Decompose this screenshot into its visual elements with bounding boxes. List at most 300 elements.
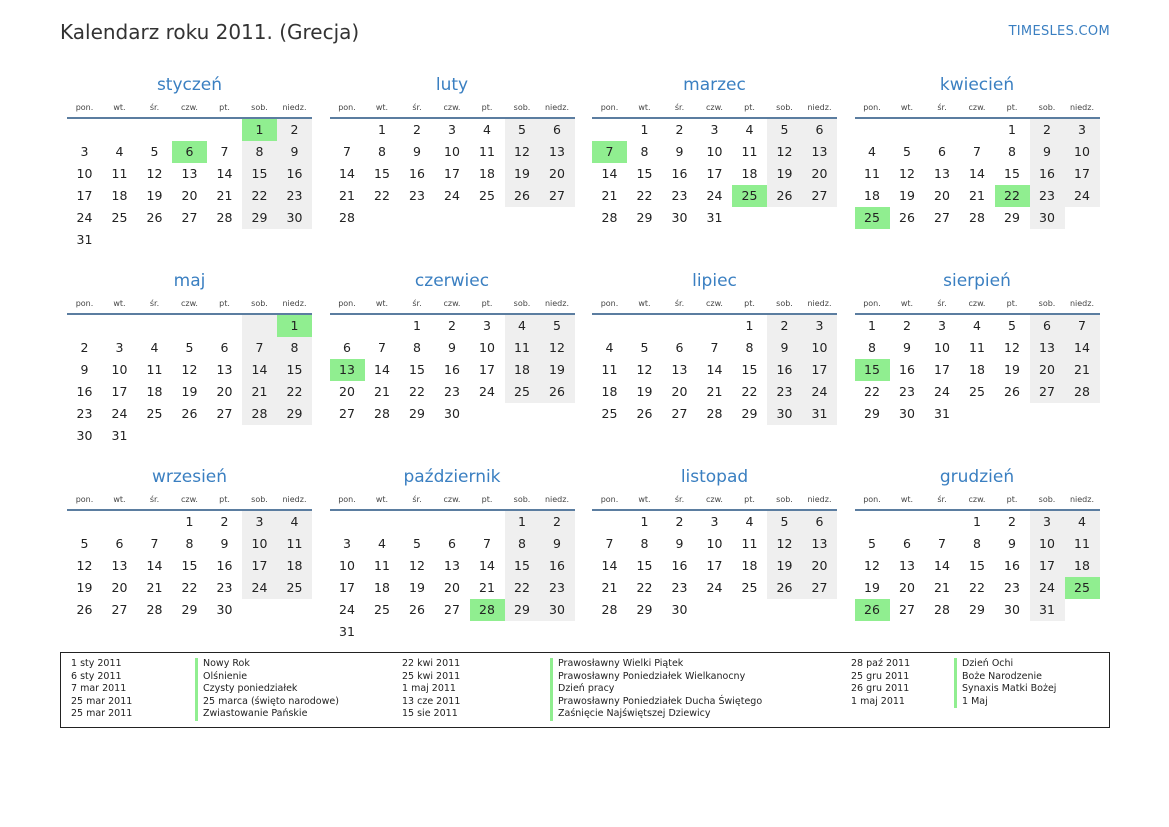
day-cell[interactable]: 5 bbox=[505, 119, 540, 141]
day-cell[interactable]: 4 bbox=[868, 144, 876, 159]
day-cell[interactable]: 18 bbox=[479, 166, 495, 181]
day-cell[interactable]: 12 bbox=[146, 166, 163, 181]
day-cell[interactable]: 16 bbox=[671, 558, 688, 573]
day-cell[interactable]: 30 bbox=[899, 406, 915, 421]
day-cell[interactable]: 4 bbox=[605, 340, 614, 355]
site-link[interactable]: TIMESLES.COM bbox=[1008, 24, 1110, 39]
day-cell[interactable]: 24 bbox=[444, 188, 460, 203]
day-cell[interactable]: 5 bbox=[903, 144, 911, 159]
day-cell[interactable]: 20 bbox=[540, 163, 575, 185]
day-cell[interactable]: 27 bbox=[1030, 381, 1065, 403]
day-cell[interactable]: 24 bbox=[1030, 577, 1065, 599]
day-cell[interactable]: 25 bbox=[479, 188, 495, 203]
day-cell[interactable]: 29 bbox=[864, 406, 880, 421]
day-cell[interactable]: 3 bbox=[710, 514, 719, 529]
day-cell[interactable]: 3 bbox=[802, 315, 837, 337]
day-cell[interactable]: 20 bbox=[671, 384, 688, 399]
day-cell[interactable]: 1 bbox=[378, 122, 386, 137]
day-cell[interactable]: 3 bbox=[80, 144, 89, 159]
day-cell[interactable]: 8 bbox=[1008, 144, 1016, 159]
day-cell[interactable]: 27 bbox=[339, 406, 355, 421]
day-cell[interactable]: 29 bbox=[505, 599, 540, 621]
day-cell[interactable]: 30 bbox=[76, 428, 93, 443]
day-cell[interactable]: 7 bbox=[710, 340, 719, 355]
day-cell[interactable]: 23 bbox=[76, 406, 93, 421]
day-cell[interactable]: 1 bbox=[640, 122, 649, 137]
day-cell[interactable]: 21 bbox=[146, 580, 163, 595]
day-cell[interactable]: 15 bbox=[409, 362, 425, 377]
day-cell[interactable]: 14 bbox=[374, 362, 390, 377]
day-cell[interactable]: 4 bbox=[745, 122, 754, 137]
day-cell[interactable]: 25 bbox=[277, 577, 312, 599]
day-cell[interactable]: 7 bbox=[150, 536, 159, 551]
day-cell[interactable]: 10 bbox=[706, 536, 723, 551]
day-cell[interactable]: 30 bbox=[671, 602, 688, 617]
day-cell[interactable]: 14 bbox=[601, 558, 618, 573]
day-cell[interactable]: 26 bbox=[767, 185, 802, 207]
day-cell[interactable]: 20 bbox=[339, 384, 355, 399]
day-cell[interactable]: 1 bbox=[505, 511, 540, 533]
day-cell[interactable]: 29 bbox=[242, 207, 277, 229]
day-cell[interactable]: 8 bbox=[413, 340, 421, 355]
holiday-day-cell[interactable]: 22 bbox=[995, 185, 1030, 207]
day-cell[interactable]: 11 bbox=[111, 166, 128, 181]
day-cell[interactable]: 9 bbox=[1008, 536, 1016, 551]
day-cell[interactable]: 7 bbox=[483, 536, 491, 551]
day-cell[interactable]: 25 bbox=[505, 381, 540, 403]
day-cell[interactable]: 6 bbox=[220, 340, 229, 355]
day-cell[interactable]: 18 bbox=[601, 384, 618, 399]
day-cell[interactable]: 7 bbox=[220, 144, 229, 159]
day-cell[interactable]: 26 bbox=[636, 406, 653, 421]
day-cell[interactable]: 4 bbox=[973, 318, 981, 333]
day-cell[interactable]: 15 bbox=[969, 558, 985, 573]
day-cell[interactable]: 22 bbox=[636, 580, 653, 595]
day-cell[interactable]: 11 bbox=[601, 362, 618, 377]
day-cell[interactable]: 7 bbox=[378, 340, 386, 355]
day-cell[interactable]: 1 bbox=[868, 318, 876, 333]
day-cell[interactable]: 8 bbox=[745, 340, 754, 355]
day-cell[interactable]: 18 bbox=[741, 166, 758, 181]
holiday-day-cell[interactable]: 25 bbox=[1065, 577, 1100, 599]
day-cell[interactable]: 7 bbox=[938, 536, 946, 551]
day-cell[interactable]: 16 bbox=[767, 359, 802, 381]
day-cell[interactable]: 13 bbox=[444, 558, 460, 573]
day-cell[interactable]: 24 bbox=[339, 602, 355, 617]
day-cell[interactable]: 12 bbox=[409, 558, 425, 573]
day-cell[interactable]: 14 bbox=[479, 558, 495, 573]
day-cell[interactable]: 17 bbox=[1065, 163, 1100, 185]
day-cell[interactable]: 1 bbox=[973, 514, 981, 529]
day-cell[interactable]: 21 bbox=[374, 384, 390, 399]
holiday-day-cell[interactable]: 1 bbox=[277, 315, 312, 337]
day-cell[interactable]: 4 bbox=[505, 315, 540, 337]
day-cell[interactable]: 7 bbox=[973, 144, 981, 159]
day-cell[interactable]: 28 bbox=[601, 210, 618, 225]
day-cell[interactable]: 11 bbox=[374, 558, 390, 573]
day-cell[interactable]: 14 bbox=[216, 166, 233, 181]
day-cell[interactable]: 10 bbox=[706, 144, 723, 159]
day-cell[interactable]: 23 bbox=[444, 384, 460, 399]
day-cell[interactable]: 25 bbox=[111, 210, 128, 225]
day-cell[interactable]: 21 bbox=[479, 580, 495, 595]
day-cell[interactable]: 31 bbox=[76, 232, 93, 247]
day-cell[interactable]: 22 bbox=[864, 384, 880, 399]
day-cell[interactable]: 2 bbox=[1030, 119, 1065, 141]
day-cell[interactable]: 20 bbox=[444, 580, 460, 595]
day-cell[interactable]: 16 bbox=[216, 558, 233, 573]
day-cell[interactable]: 12 bbox=[181, 362, 198, 377]
day-cell[interactable]: 21 bbox=[1065, 359, 1100, 381]
day-cell[interactable]: 27 bbox=[802, 185, 837, 207]
day-cell[interactable]: 11 bbox=[1065, 533, 1100, 555]
day-cell[interactable]: 6 bbox=[1030, 315, 1065, 337]
day-cell[interactable]: 25 bbox=[374, 602, 390, 617]
day-cell[interactable]: 27 bbox=[181, 210, 198, 225]
day-cell[interactable]: 18 bbox=[505, 359, 540, 381]
day-cell[interactable]: 13 bbox=[802, 533, 837, 555]
day-cell[interactable]: 9 bbox=[903, 340, 911, 355]
day-cell[interactable]: 12 bbox=[767, 141, 802, 163]
day-cell[interactable]: 17 bbox=[802, 359, 837, 381]
day-cell[interactable]: 27 bbox=[934, 210, 950, 225]
day-cell[interactable]: 6 bbox=[903, 536, 911, 551]
day-cell[interactable]: 8 bbox=[185, 536, 194, 551]
day-cell[interactable]: 16 bbox=[540, 555, 575, 577]
day-cell[interactable]: 13 bbox=[899, 558, 915, 573]
day-cell[interactable]: 26 bbox=[899, 210, 915, 225]
day-cell[interactable]: 4 bbox=[745, 514, 754, 529]
day-cell[interactable]: 16 bbox=[409, 166, 425, 181]
day-cell[interactable]: 8 bbox=[973, 536, 981, 551]
day-cell[interactable]: 13 bbox=[111, 558, 128, 573]
day-cell[interactable]: 17 bbox=[706, 558, 723, 573]
day-cell[interactable]: 6 bbox=[802, 119, 837, 141]
holiday-day-cell[interactable]: 13 bbox=[330, 359, 365, 381]
day-cell[interactable]: 23 bbox=[277, 185, 312, 207]
day-cell[interactable]: 16 bbox=[1004, 558, 1020, 573]
day-cell[interactable]: 5 bbox=[80, 536, 89, 551]
day-cell[interactable]: 12 bbox=[540, 337, 575, 359]
day-cell[interactable]: 2 bbox=[277, 119, 312, 141]
day-cell[interactable]: 9 bbox=[413, 144, 421, 159]
day-cell[interactable]: 18 bbox=[1065, 555, 1100, 577]
day-cell[interactable]: 22 bbox=[505, 577, 540, 599]
day-cell[interactable]: 22 bbox=[242, 185, 277, 207]
day-cell[interactable]: 2 bbox=[220, 514, 229, 529]
day-cell[interactable]: 3 bbox=[448, 122, 456, 137]
day-cell[interactable]: 2 bbox=[413, 122, 421, 137]
day-cell[interactable]: 31 bbox=[111, 428, 128, 443]
day-cell[interactable]: 28 bbox=[339, 210, 355, 225]
day-cell[interactable]: 31 bbox=[1030, 599, 1065, 621]
day-cell[interactable]: 17 bbox=[242, 555, 277, 577]
day-cell[interactable]: 14 bbox=[969, 166, 985, 181]
day-cell[interactable]: 4 bbox=[483, 122, 491, 137]
day-cell[interactable]: 9 bbox=[1030, 141, 1065, 163]
day-cell[interactable]: 24 bbox=[934, 384, 950, 399]
day-cell[interactable]: 5 bbox=[413, 536, 421, 551]
day-cell[interactable]: 4 bbox=[378, 536, 386, 551]
day-cell[interactable]: 4 bbox=[115, 144, 124, 159]
day-cell[interactable]: 15 bbox=[505, 555, 540, 577]
day-cell[interactable]: 28 bbox=[242, 403, 277, 425]
day-cell[interactable]: 1 bbox=[745, 318, 754, 333]
day-cell[interactable]: 10 bbox=[1030, 533, 1065, 555]
day-cell[interactable]: 2 bbox=[903, 318, 911, 333]
holiday-day-cell[interactable]: 25 bbox=[732, 185, 767, 207]
day-cell[interactable]: 29 bbox=[741, 406, 758, 421]
day-cell[interactable]: 10 bbox=[479, 340, 495, 355]
day-cell[interactable]: 23 bbox=[409, 188, 425, 203]
day-cell[interactable]: 19 bbox=[76, 580, 93, 595]
day-cell[interactable]: 20 bbox=[802, 163, 837, 185]
day-cell[interactable]: 29 bbox=[636, 210, 653, 225]
day-cell[interactable]: 16 bbox=[277, 163, 312, 185]
day-cell[interactable]: 24 bbox=[802, 381, 837, 403]
day-cell[interactable]: 6 bbox=[675, 340, 684, 355]
day-cell[interactable]: 3 bbox=[1065, 119, 1100, 141]
day-cell[interactable]: 10 bbox=[339, 558, 355, 573]
day-cell[interactable]: 10 bbox=[802, 337, 837, 359]
day-cell[interactable]: 6 bbox=[115, 536, 124, 551]
day-cell[interactable]: 15 bbox=[181, 558, 198, 573]
day-cell[interactable]: 2 bbox=[1008, 514, 1016, 529]
day-cell[interactable]: 5 bbox=[185, 340, 194, 355]
day-cell[interactable]: 6 bbox=[802, 511, 837, 533]
day-cell[interactable]: 24 bbox=[706, 188, 723, 203]
day-cell[interactable]: 15 bbox=[636, 166, 653, 181]
day-cell[interactable]: 4 bbox=[277, 511, 312, 533]
day-cell[interactable]: 20 bbox=[899, 580, 915, 595]
day-cell[interactable]: 4 bbox=[150, 340, 159, 355]
day-cell[interactable]: 22 bbox=[181, 580, 198, 595]
day-cell[interactable]: 7 bbox=[343, 144, 351, 159]
day-cell[interactable]: 18 bbox=[374, 580, 390, 595]
day-cell[interactable]: 6 bbox=[343, 340, 351, 355]
day-cell[interactable]: 27 bbox=[540, 185, 575, 207]
day-cell[interactable]: 2 bbox=[767, 315, 802, 337]
day-cell[interactable]: 23 bbox=[671, 580, 688, 595]
day-cell[interactable]: 10 bbox=[934, 340, 950, 355]
day-cell[interactable]: 20 bbox=[181, 188, 198, 203]
day-cell[interactable]: 16 bbox=[444, 362, 460, 377]
day-cell[interactable]: 21 bbox=[601, 188, 618, 203]
day-cell[interactable]: 10 bbox=[1065, 141, 1100, 163]
day-cell[interactable]: 19 bbox=[1004, 362, 1020, 377]
day-cell[interactable]: 10 bbox=[444, 144, 460, 159]
day-cell[interactable]: 9 bbox=[277, 141, 312, 163]
holiday-day-cell[interactable]: 25 bbox=[855, 207, 890, 229]
day-cell[interactable]: 15 bbox=[242, 163, 277, 185]
day-cell[interactable]: 13 bbox=[802, 141, 837, 163]
day-cell[interactable]: 27 bbox=[899, 602, 915, 617]
day-cell[interactable]: 12 bbox=[767, 533, 802, 555]
day-cell[interactable]: 14 bbox=[601, 166, 618, 181]
day-cell[interactable]: 28 bbox=[934, 602, 950, 617]
day-cell[interactable]: 28 bbox=[601, 602, 618, 617]
day-cell[interactable]: 15 bbox=[277, 359, 312, 381]
day-cell[interactable]: 23 bbox=[1030, 185, 1065, 207]
day-cell[interactable]: 16 bbox=[671, 166, 688, 181]
day-cell[interactable]: 18 bbox=[969, 362, 985, 377]
day-cell[interactable]: 17 bbox=[1030, 555, 1065, 577]
day-cell[interactable]: 22 bbox=[277, 381, 312, 403]
day-cell[interactable]: 22 bbox=[636, 188, 653, 203]
day-cell[interactable]: 15 bbox=[636, 558, 653, 573]
day-cell[interactable]: 3 bbox=[343, 536, 351, 551]
day-cell[interactable]: 29 bbox=[1004, 210, 1020, 225]
day-cell[interactable]: 27 bbox=[671, 406, 688, 421]
day-cell[interactable]: 1 bbox=[640, 514, 649, 529]
holiday-day-cell[interactable]: 15 bbox=[855, 359, 890, 381]
day-cell[interactable]: 3 bbox=[710, 122, 719, 137]
day-cell[interactable]: 5 bbox=[767, 119, 802, 141]
day-cell[interactable]: 8 bbox=[505, 533, 540, 555]
day-cell[interactable]: 24 bbox=[76, 210, 93, 225]
day-cell[interactable]: 30 bbox=[1004, 602, 1020, 617]
day-cell[interactable]: 30 bbox=[767, 403, 802, 425]
day-cell[interactable]: 4 bbox=[1065, 511, 1100, 533]
day-cell[interactable]: 29 bbox=[969, 602, 985, 617]
day-cell[interactable]: 31 bbox=[339, 624, 355, 639]
day-cell[interactable]: 17 bbox=[444, 166, 460, 181]
day-cell[interactable]: 6 bbox=[540, 119, 575, 141]
holiday-day-cell[interactable]: 26 bbox=[855, 599, 890, 621]
holiday-day-cell[interactable]: 1 bbox=[242, 119, 277, 141]
day-cell[interactable]: 9 bbox=[540, 533, 575, 555]
day-cell[interactable]: 9 bbox=[767, 337, 802, 359]
day-cell[interactable]: 29 bbox=[409, 406, 425, 421]
day-cell[interactable]: 21 bbox=[216, 188, 233, 203]
day-cell[interactable]: 5 bbox=[868, 536, 876, 551]
day-cell[interactable]: 28 bbox=[969, 210, 985, 225]
day-cell[interactable]: 23 bbox=[899, 384, 915, 399]
day-cell[interactable]: 15 bbox=[374, 166, 390, 181]
day-cell[interactable]: 22 bbox=[741, 384, 758, 399]
day-cell[interactable]: 9 bbox=[80, 362, 89, 377]
day-cell[interactable]: 19 bbox=[864, 580, 880, 595]
day-cell[interactable]: 28 bbox=[146, 602, 163, 617]
day-cell[interactable]: 11 bbox=[505, 337, 540, 359]
day-cell[interactable]: 17 bbox=[934, 362, 950, 377]
day-cell[interactable]: 26 bbox=[540, 381, 575, 403]
day-cell[interactable]: 30 bbox=[216, 602, 233, 617]
day-cell[interactable]: 18 bbox=[277, 555, 312, 577]
day-cell[interactable]: 5 bbox=[1008, 318, 1016, 333]
day-cell[interactable]: 5 bbox=[150, 144, 159, 159]
day-cell[interactable]: 7 bbox=[1065, 315, 1100, 337]
day-cell[interactable]: 31 bbox=[802, 403, 837, 425]
day-cell[interactable]: 12 bbox=[1004, 340, 1020, 355]
day-cell[interactable]: 26 bbox=[409, 602, 425, 617]
day-cell[interactable]: 13 bbox=[540, 141, 575, 163]
day-cell[interactable]: 21 bbox=[242, 381, 277, 403]
day-cell[interactable]: 8 bbox=[640, 536, 649, 551]
day-cell[interactable]: 24 bbox=[111, 406, 128, 421]
day-cell[interactable]: 22 bbox=[969, 580, 985, 595]
day-cell[interactable]: 1 bbox=[1008, 122, 1016, 137]
day-cell[interactable]: 15 bbox=[1004, 166, 1020, 181]
day-cell[interactable]: 24 bbox=[479, 384, 495, 399]
day-cell[interactable]: 20 bbox=[216, 384, 233, 399]
day-cell[interactable]: 23 bbox=[767, 381, 802, 403]
day-cell[interactable]: 20 bbox=[111, 580, 128, 595]
day-cell[interactable]: 10 bbox=[242, 533, 277, 555]
day-cell[interactable]: 11 bbox=[741, 144, 758, 159]
day-cell[interactable]: 2 bbox=[448, 318, 456, 333]
day-cell[interactable]: 23 bbox=[671, 188, 688, 203]
day-cell[interactable]: 3 bbox=[938, 318, 946, 333]
day-cell[interactable]: 12 bbox=[864, 558, 880, 573]
day-cell[interactable]: 3 bbox=[115, 340, 124, 355]
day-cell[interactable]: 1 bbox=[413, 318, 421, 333]
day-cell[interactable]: 14 bbox=[934, 558, 950, 573]
day-cell[interactable]: 1 bbox=[185, 514, 194, 529]
day-cell[interactable]: 19 bbox=[181, 384, 198, 399]
day-cell[interactable]: 14 bbox=[339, 166, 355, 181]
day-cell[interactable]: 16 bbox=[1030, 163, 1065, 185]
day-cell[interactable]: 14 bbox=[146, 558, 163, 573]
day-cell[interactable]: 26 bbox=[1004, 384, 1020, 399]
day-cell[interactable]: 13 bbox=[1030, 337, 1065, 359]
day-cell[interactable]: 21 bbox=[969, 188, 985, 203]
day-cell[interactable]: 21 bbox=[706, 384, 723, 399]
day-cell[interactable]: 31 bbox=[706, 210, 723, 225]
day-cell[interactable]: 9 bbox=[220, 536, 229, 551]
day-cell[interactable]: 2 bbox=[80, 340, 89, 355]
day-cell[interactable]: 24 bbox=[1065, 185, 1100, 207]
day-cell[interactable]: 12 bbox=[76, 558, 93, 573]
day-cell[interactable]: 19 bbox=[767, 163, 802, 185]
day-cell[interactable]: 5 bbox=[640, 340, 649, 355]
day-cell[interactable]: 9 bbox=[448, 340, 456, 355]
day-cell[interactable]: 17 bbox=[706, 166, 723, 181]
day-cell[interactable]: 21 bbox=[934, 580, 950, 595]
day-cell[interactable]: 30 bbox=[444, 406, 460, 421]
day-cell[interactable]: 12 bbox=[505, 141, 540, 163]
day-cell[interactable]: 13 bbox=[671, 362, 688, 377]
day-cell[interactable]: 10 bbox=[111, 362, 128, 377]
day-cell[interactable]: 2 bbox=[675, 514, 684, 529]
day-cell[interactable]: 23 bbox=[540, 577, 575, 599]
day-cell[interactable]: 6 bbox=[938, 144, 946, 159]
day-cell[interactable]: 7 bbox=[605, 536, 614, 551]
day-cell[interactable]: 3 bbox=[483, 318, 491, 333]
day-cell[interactable]: 22 bbox=[374, 188, 390, 203]
day-cell[interactable]: 5 bbox=[767, 511, 802, 533]
day-cell[interactable]: 19 bbox=[636, 384, 653, 399]
day-cell[interactable]: 26 bbox=[146, 210, 163, 225]
day-cell[interactable]: 22 bbox=[409, 384, 425, 399]
day-cell[interactable]: 5 bbox=[540, 315, 575, 337]
holiday-day-cell[interactable]: 28 bbox=[470, 599, 505, 621]
day-cell[interactable]: 26 bbox=[76, 602, 93, 617]
day-cell[interactable]: 8 bbox=[242, 141, 277, 163]
day-cell[interactable]: 20 bbox=[934, 188, 950, 203]
day-cell[interactable]: 16 bbox=[899, 362, 915, 377]
day-cell[interactable]: 17 bbox=[76, 188, 93, 203]
day-cell[interactable]: 9 bbox=[675, 144, 684, 159]
day-cell[interactable]: 2 bbox=[675, 122, 684, 137]
day-cell[interactable]: 25 bbox=[601, 406, 618, 421]
day-cell[interactable]: 30 bbox=[277, 207, 312, 229]
day-cell[interactable]: 11 bbox=[741, 536, 758, 551]
day-cell[interactable]: 20 bbox=[1030, 359, 1065, 381]
day-cell[interactable]: 18 bbox=[111, 188, 128, 203]
day-cell[interactable]: 28 bbox=[706, 406, 723, 421]
day-cell[interactable]: 16 bbox=[76, 384, 93, 399]
